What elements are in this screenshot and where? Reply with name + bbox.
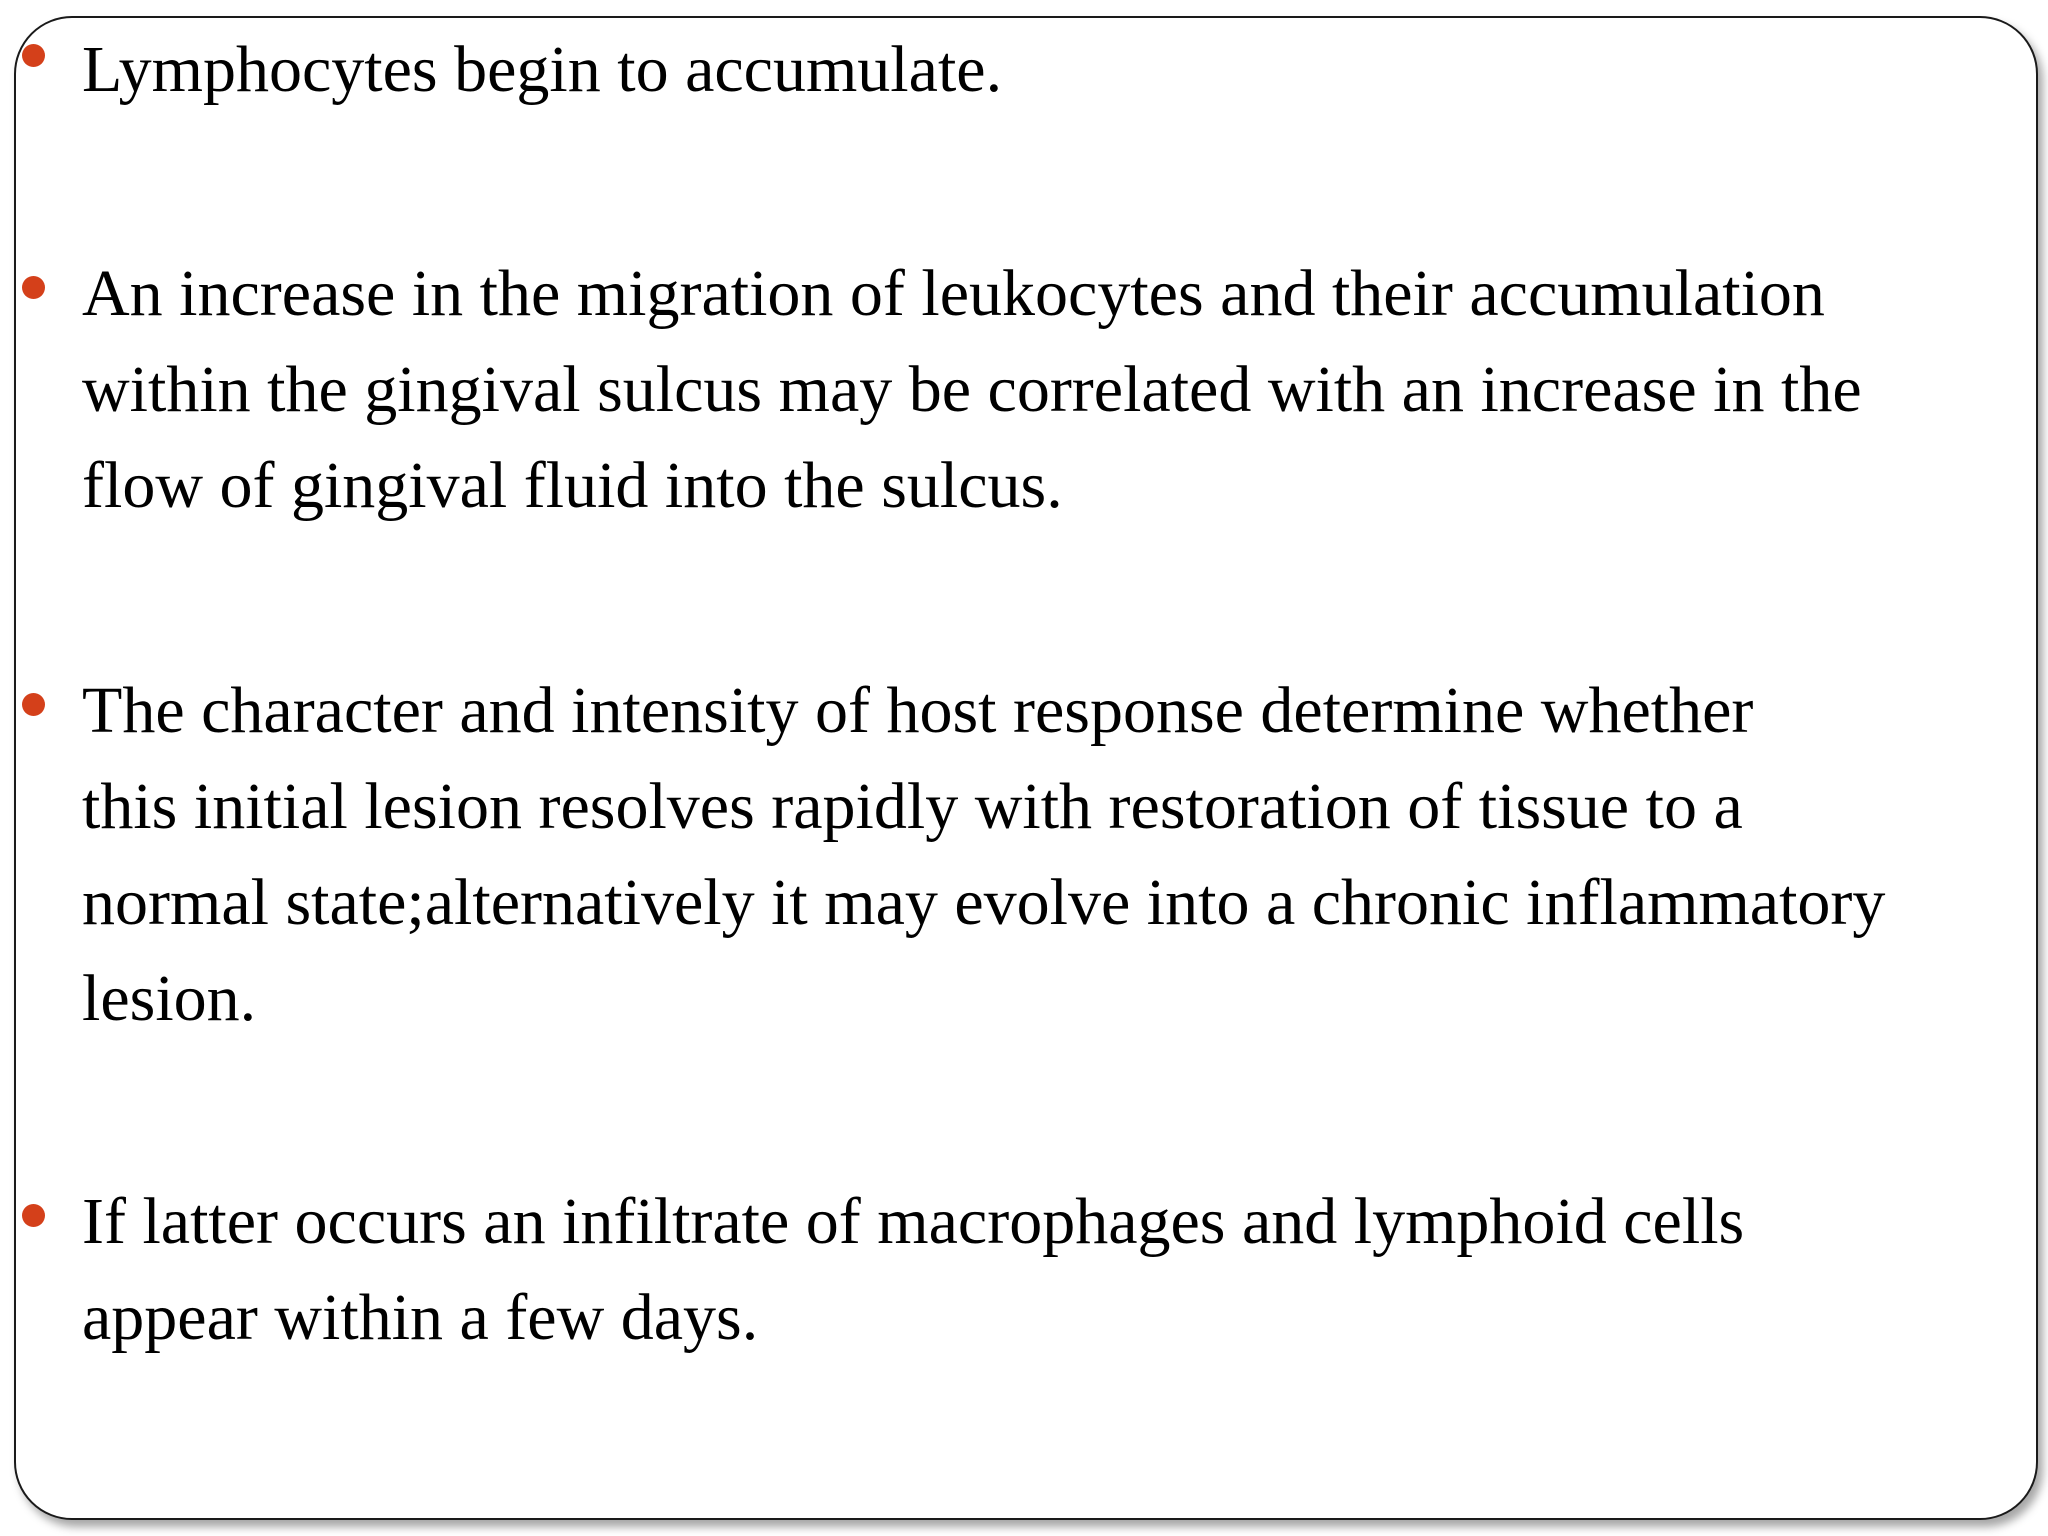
bullet-dot-icon: [22, 44, 45, 67]
bullet-text: If latter occurs an infiltrate of macrophages and lymphoid cells appear within a few days.: [82, 1185, 1745, 1354]
bullet-dot-icon: [22, 1204, 45, 1227]
bullet-item: [82, 1174, 2042, 1366]
bullet-text: The character and intensity of host response determine whether this initial lesion resolves rapidly with restoration of tissue to a normal state;alternatively it may evolve into a chronic inflammatory lesion.: [82, 674, 1886, 1035]
bullet-text: An increase in the migration of leukocytes and their accumulation within the gingival sulcus may be correlated with an increase in the flow of gingival fluid into the sulcus.: [82, 257, 1862, 522]
bullet-text: Lymphocytes begin to accumulate.: [82, 33, 1003, 106]
bullet-item: [82, 663, 2042, 1047]
bullet-dot-icon: [22, 276, 45, 299]
bullet-dot-icon: [22, 693, 45, 716]
bullet-item: [82, 22, 2042, 118]
bullet-item: [82, 246, 2042, 534]
